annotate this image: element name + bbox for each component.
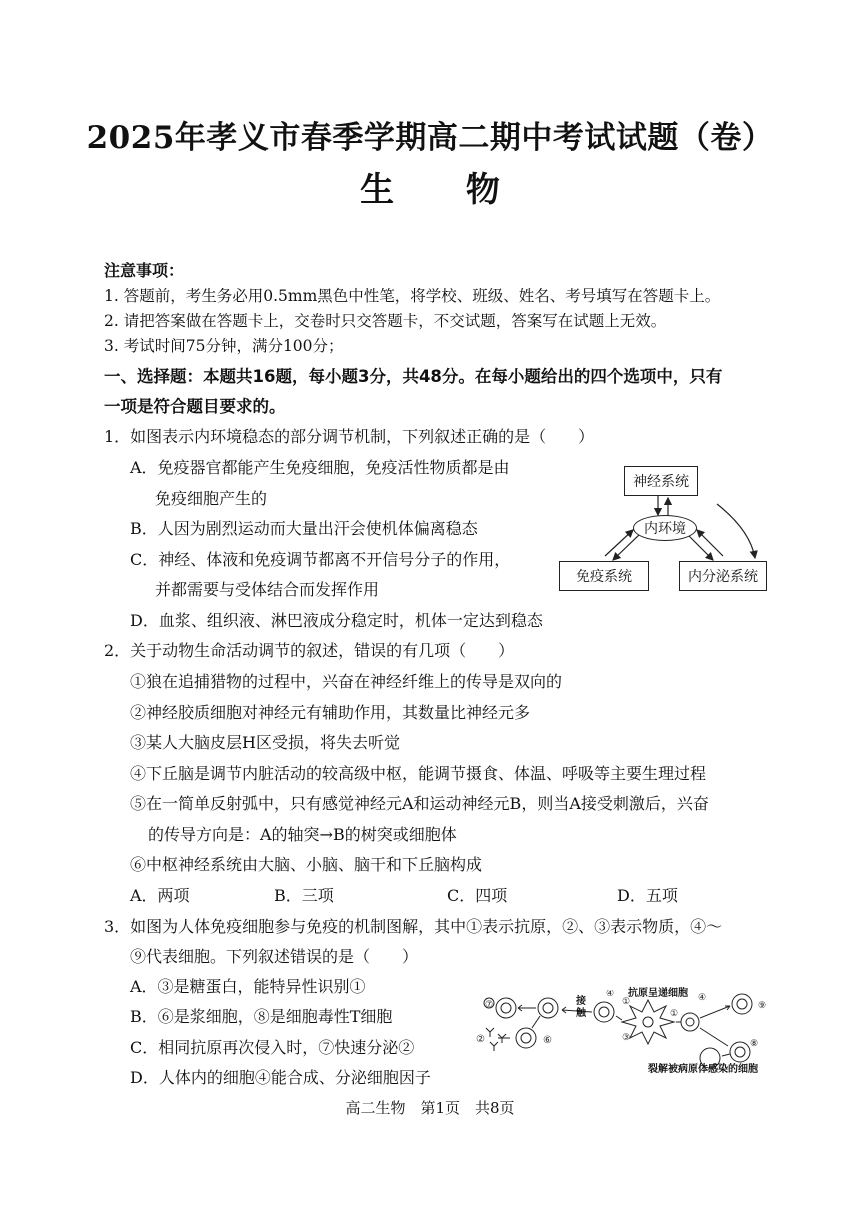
q1-option-c-line-1: C．神经、体液和免疫调节都离不开信号分子的作用， (130, 550, 511, 569)
q2-statement-2: ②神经胶质细胞对神经元有辅助作用，其数量比神经元多 (130, 703, 531, 722)
q3-contact-label: 接 触 (576, 996, 586, 1019)
diagram-ellipse-internal-environment: 内环境 (633, 515, 697, 541)
diagram-box-endocrine-system: 内分泌系统 (679, 561, 767, 591)
q1-option-b: B．人因为剧烈运动而大量出汗会使机体偏离稳态 (130, 519, 478, 538)
q2-option-d: D．五项 (617, 886, 678, 905)
notice-item-1: 1. 答题前，考生务必用0.5mm黑色中性笔，将学校、班级、姓名、考号填写在答题卡上。 (104, 287, 721, 305)
q2-statement-5-line-2: 的传导方向是：A的轴突→B的树突或细胞体 (148, 825, 457, 844)
q3-stem-line-2: ⑨代表细胞。下列叙述错误的是（ ） (130, 947, 419, 966)
q2-stem: 2．关于动物生命活动调节的叙述，错误的有几项（ ） (104, 641, 515, 660)
svg-text:⑨: ⑨ (758, 1001, 767, 1011)
section-heading-line-2: 一项是符合题目要求的。 (104, 397, 286, 416)
svg-text:④: ④ (606, 990, 615, 999)
q3-option-b: B．⑥是浆细胞，⑧是细胞毒性T细胞 (130, 1007, 393, 1026)
q3-stem-line-1: 3．如图为人体免疫细胞参与免疫的机制图解，其中①表示抗原，②、③表示物质，④～ (104, 917, 723, 936)
notice-item-2: 2. 请把答案做在答题卡上，交卷时只交答题卡，不交试题，答案写在试题上无效。 (104, 312, 667, 330)
q1-option-a-line-2: 免疫细胞产生的 (155, 489, 268, 508)
q1-option-d: D．血浆、组织液、淋巴液成分稳定时，机体一定达到稳态 (130, 611, 543, 630)
q1-diagram (555, 460, 770, 595)
diagram-box-immune-system: 免疫系统 (559, 561, 649, 591)
q3-diagram (470, 990, 780, 1075)
notice-item-3: 3. 考试时间75分钟，满分100分； (104, 337, 344, 355)
q3-option-a: A．③是糖蛋白，能特异性识别① (130, 977, 366, 996)
q2-statement-1: ①狼在追捕猎物的过程中，兴奋在神经纤维上的传导是双向的 (130, 672, 563, 691)
svg-text:③: ③ (622, 1033, 631, 1043)
notice-heading: 注意事项： (104, 261, 185, 280)
q2-statement-3: ③某人大脑皮层H区受损，将失去听觉 (130, 733, 400, 752)
q3-apc-label: 抗原呈递细胞 (628, 988, 688, 999)
q2-option-b: B．三项 (274, 886, 334, 905)
q3-lysis-label: 裂解被病原体感染的细胞 (648, 1064, 758, 1075)
section-heading-line-1: 一、选择题：本题共16题，每小题3分，共48分。在每小题给出的四个选项中，只有 (104, 367, 723, 386)
q2-statement-6: ⑥中枢神经系统由大脑、小脑、脑干和下丘脑构成 (130, 855, 483, 874)
subject-title: 生 物 (360, 170, 530, 210)
q1-option-c-line-2: 并都需要与受体结合而发挥作用 (155, 580, 380, 599)
q3-option-d: D．人体内的细胞④能合成、分泌细胞因子 (130, 1068, 431, 1087)
svg-text:④: ④ (698, 993, 707, 1003)
svg-text:⑧: ⑧ (750, 1039, 759, 1049)
svg-text:①: ① (622, 997, 631, 1007)
q3-option-c: C．相同抗原再次侵入时，⑦快速分泌② (130, 1038, 415, 1057)
q1-stem: 1．如图表示内环境稳态的部分调节机制，下列叙述正确的是（ ） (104, 427, 595, 446)
svg-text:⑦: ⑦ (485, 1000, 494, 1010)
q2-statement-5-line-1: ⑤在一简单反射弧中，只有感觉神经元A和运动神经元B，则当A接受刺激后，兴奋 (130, 794, 709, 813)
q2-option-c: C．四项 (447, 886, 508, 905)
q2-option-a: A．两项 (130, 886, 190, 905)
svg-text:②: ② (476, 1034, 485, 1045)
q2-statement-4: ④下丘脑是调节内脏活动的较高级中枢，能调节摄食、体温、呼吸等主要生理过程 (130, 764, 707, 783)
svg-text:①: ① (670, 1009, 679, 1019)
svg-text:⑥: ⑥ (543, 1035, 552, 1046)
q1-option-a-line-1: A．免疫器官都能产生免疫细胞，免疫活性物质都是由 (130, 458, 510, 477)
page-footer: 高二生物 第1页 共8页 (345, 1099, 515, 1117)
diagram-box-nervous-system: 神经系统 (624, 466, 698, 496)
exam-title: 2025年孝义市春季学期高二期中考试试题（卷） (86, 120, 774, 156)
